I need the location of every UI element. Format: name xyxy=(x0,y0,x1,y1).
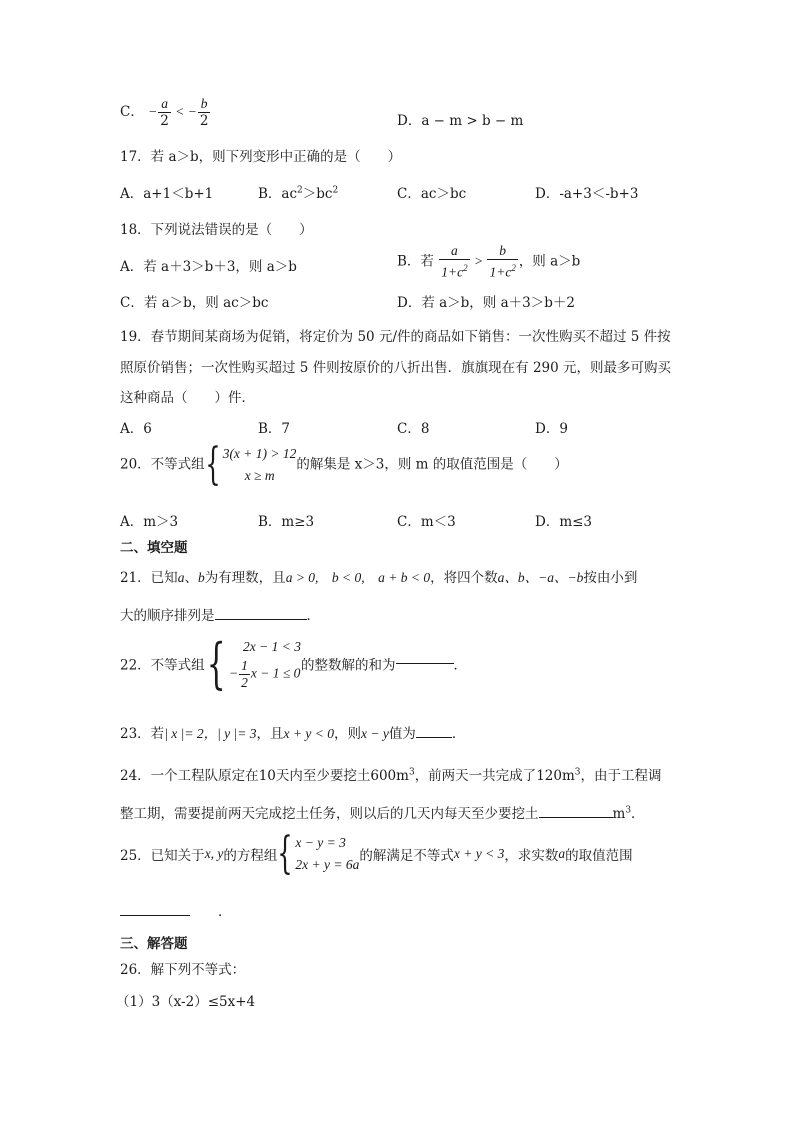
q17-option-c: C．ac＞bc xyxy=(397,186,467,202)
q16-option-c-label: C． xyxy=(120,104,144,120)
q19-line-2: 照原价销售；一次性购买超过 5 件则按原价的八折出售．旗旗现在有 290 元，则最多可购买 xyxy=(120,360,672,376)
q25-stem: 25．已知关于x, y的方程组{ x − y = 3 2x + y = 6a 的解满足不等式x + y < 3，求实数a的取值范围 xyxy=(120,828,633,879)
fraction-a-over-1-plus-c2: $\frac{a}{1+c^2}$ xyxy=(441,243,468,280)
q23-stem: 23．若| x |= 2，| y |= 3，且x + y < 0，则x − y值为 ． xyxy=(120,726,466,742)
q24-line-2: 整工期，需要提前两天完成挖土任务，则以后的几天内每天至少要挖土 $m^3$． xyxy=(120,805,645,822)
q19-option-b: B．7 xyxy=(258,421,291,437)
q20-option-d: D．m≤3 xyxy=(535,514,593,530)
q22-system: 2x − 1 < 3 − $\frac{1}{2}$ x − 1 ≤ 0 xyxy=(229,639,302,690)
q18-stem: 18．下列说法错误的是（ ） xyxy=(120,222,313,238)
q20-option-a: A．m＞3 xyxy=(120,514,179,530)
q17-stem: 17．若 a＞b，则下列变形中正确的是（ ） xyxy=(120,149,402,165)
q19-line-3: 这种商品（ ）件． xyxy=(120,390,255,406)
q16-option-d: D．a − m > b − m xyxy=(397,113,524,129)
q21-answer-blank[interactable] xyxy=(215,619,307,620)
q19-line-1: 19．春节期间某商场为促销，将定价为 50 元/件的商品如下销售：一次性购买不超过 5 件按 xyxy=(120,329,671,345)
q21-line-2: 大的顺序排列是 ． xyxy=(120,608,320,624)
q20-option-b: B．m≥3 xyxy=(258,514,315,530)
q17-option-d: D．-a+3＜-b+3 xyxy=(535,186,639,202)
q25-answer-line: ． xyxy=(120,900,232,920)
section-heading-solve: 三、解答题 xyxy=(120,936,188,952)
q24-line-1: 24．一个工程队原定在10天内至少要挖土$600m^3$，前两天一共完成了$120m^3$，由于工程调 xyxy=(120,767,662,784)
fraction-a-over-2: $\frac{a}{2}$ xyxy=(160,96,169,129)
q18-option-c: C．若 a＞b，则 ac＞bc xyxy=(120,295,269,311)
q24-answer-blank[interactable] xyxy=(539,817,613,818)
q19-option-d: D．9 xyxy=(535,421,568,437)
fraction-b-over-1-plus-c2: $\frac{b}{1+c^2}$ xyxy=(489,243,516,280)
q26-part-1: （1）3（x-2）≤5x+4 xyxy=(116,994,256,1010)
q22-answer-blank[interactable] xyxy=(396,663,454,664)
q16-option-c: C． − $\frac{a}{2}$ < − $\frac{b}{2}$ xyxy=(120,96,209,129)
q25-answer-blank[interactable] xyxy=(120,915,190,916)
q18-option-d: D．若 a＞b，则 a＋3＞b＋2 xyxy=(397,295,575,311)
left-brace: { xyxy=(206,631,226,695)
q22-stem: 22．不等式组{ 2x − 1 < 3 − $\frac{1}{2}$ x − 1 ≤ 0 的整数解的和为 ． xyxy=(120,631,468,695)
fraction-one-half: $\frac{1}{2}$ xyxy=(241,658,248,690)
q26-stem: 26．解下列不等式： xyxy=(120,962,246,978)
left-brace: { xyxy=(277,828,294,879)
fraction-b-over-2: $\frac{b}{2}$ xyxy=(199,96,209,129)
section-heading-fill-in: 二、填空题 xyxy=(120,540,188,556)
q18-option-a: A．若 a＋3＞b＋3，则 a＞b xyxy=(120,259,297,275)
q20-stem: 20．不等式组{ 3(x + 1) > 12 x ≥ m 的解集是 x＞3，则 m 的取值范围是（ ） xyxy=(120,439,568,490)
q21-line-1: 21．已知a、b为有理数，且a > 0, b < 0, a + b < 0，将四个数a、b、−a、−b按由小到 xyxy=(120,570,638,586)
q17-option-b: B．$ac^2>bc^2$ xyxy=(258,185,339,202)
left-brace: { xyxy=(204,439,221,490)
q18-option-b: B．若 $\frac{a}{1+c^2}$ > $\frac{b}{1+c^2}$ ，则 a＞b xyxy=(397,243,581,280)
q19-option-a: A．6 xyxy=(120,421,152,437)
q25-system: x − y = 3 2x + y = 6a xyxy=(295,835,360,872)
q23-answer-blank[interactable] xyxy=(416,737,452,738)
q19-option-c: C．8 xyxy=(397,421,430,437)
q17-option-a: A．a+1＜b+1 xyxy=(120,186,214,202)
q20-option-c: C．m＜3 xyxy=(397,514,456,530)
q20-system: 3(x + 1) > 12 x ≥ m xyxy=(222,446,297,483)
